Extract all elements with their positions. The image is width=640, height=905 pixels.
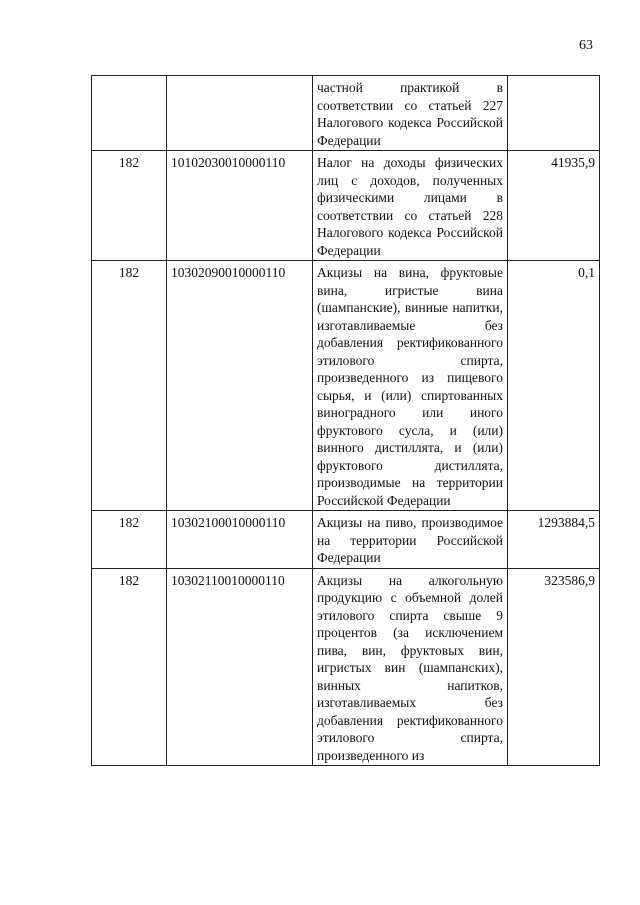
description-cell: Акцизы на вина, фруктовые вина, игристые вина (шампанские), винные напитки, изготавливаемые без добавления ректификованного этилового спирта, произведенного из пищевого сырья, и (или) спиртованных виноградного или иного фруктового сусла, и (или) винного дистиллята, и (или) фруктового дистиллята, производимые на территории Российской Федерации	[313, 261, 508, 511]
description-cell: Акцизы на алкогольную продукцию с объемной долей этилового спирта свыше 9 процентов (за исключением пива, вин, фруктовых вин, игристых вин (шампанских), винных напитков, изготавливаемых без добавления ректификованного этилового спирта, произведенного из	[313, 568, 508, 766]
description-cell: Акцизы на пиво, производимое на территории Российской Федерации	[313, 511, 508, 569]
description-cell: частной практикой в соответствии со статьей 227 Налогового кодекса Российской Федерации	[313, 76, 508, 151]
table-row	[92, 511, 600, 569]
budget-code-cell: 10302090010000110	[167, 261, 313, 511]
budget-code-cell	[167, 76, 313, 151]
admin-code-cell: 182	[92, 511, 167, 569]
admin-code-cell	[92, 76, 167, 151]
revenue-table	[91, 75, 600, 766]
amount-cell: 41935,9	[508, 151, 600, 261]
table-row	[92, 568, 600, 766]
description-cell: Налог на доходы физических лиц с доходов, полученных физическими лицами в соответствии со статьей 228 Налогового кодекса Российской Федерации	[313, 151, 508, 261]
page-number: 63	[579, 38, 593, 53]
budget-code-cell: 10302110010000110	[167, 568, 313, 766]
admin-code-cell: 182	[92, 261, 167, 511]
admin-code-cell: 182	[92, 568, 167, 766]
table-row	[92, 261, 600, 511]
budget-code-cell: 10302100010000110	[167, 511, 313, 569]
table-row	[92, 76, 600, 151]
table-row	[92, 151, 600, 261]
amount-cell	[508, 76, 600, 151]
amount-cell: 323586,9	[508, 568, 600, 766]
amount-cell: 1293884,5	[508, 511, 600, 569]
budget-code-cell: 10102030010000110	[167, 151, 313, 261]
amount-cell: 0,1	[508, 261, 600, 511]
admin-code-cell: 182	[92, 151, 167, 261]
